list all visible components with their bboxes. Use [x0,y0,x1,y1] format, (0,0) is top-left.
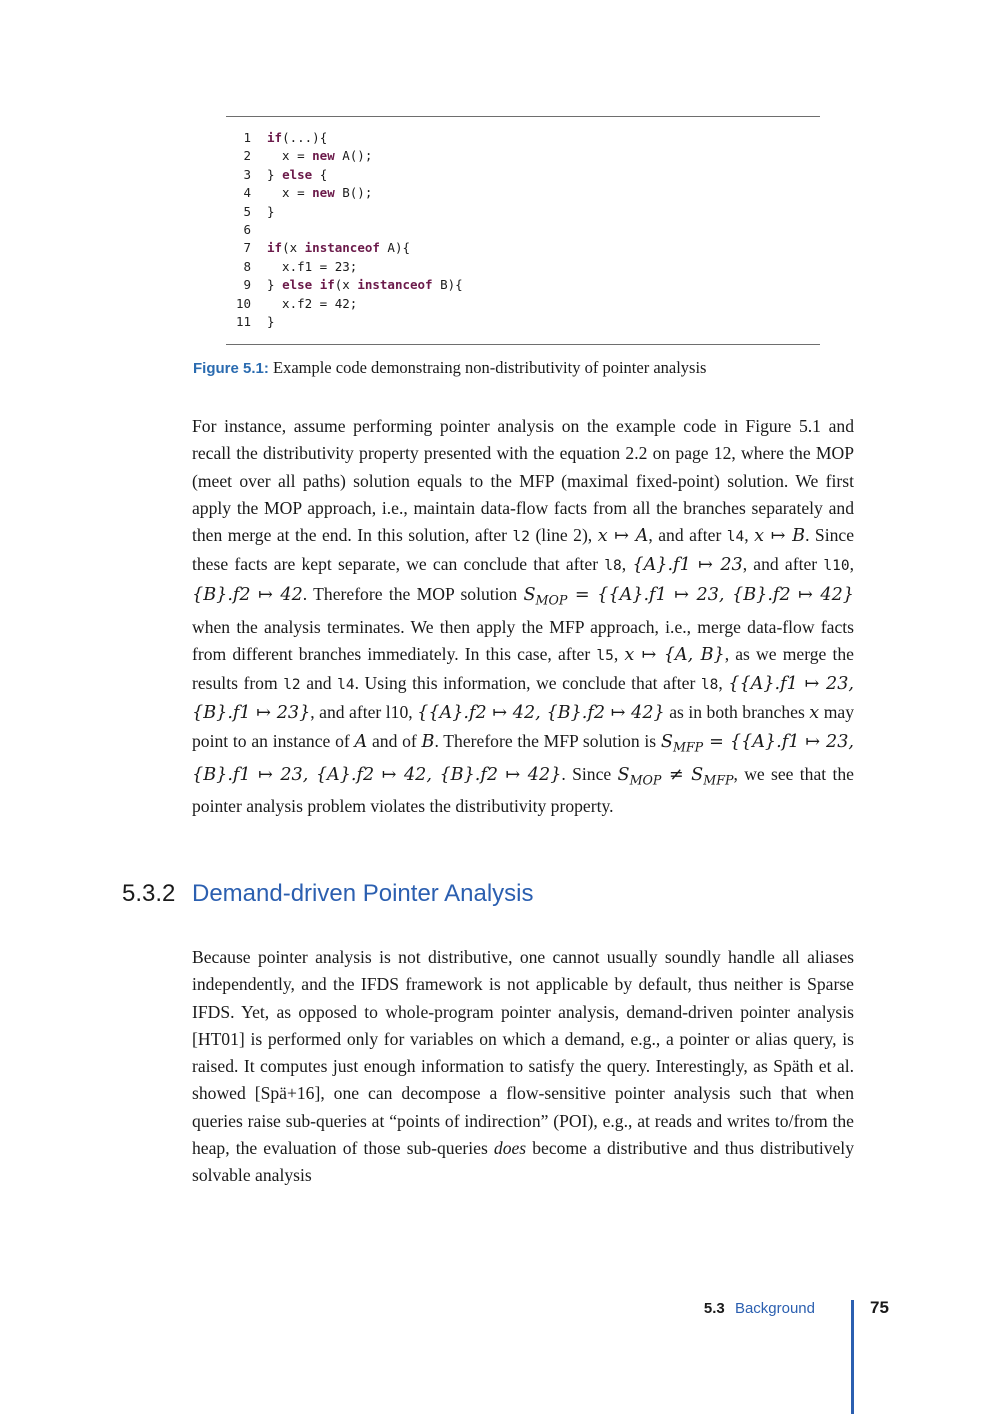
paragraph-demand-driven [192,944,854,1190]
text-run: may point to an instance of [192,702,855,751]
code-token: (...){ [282,130,328,145]
text-run: , as we merge the results from [192,643,854,694]
text-run: when the analysis terminates. We then apply the MFP approach, i.e., merge data-flow facts from different branches immediately. In this case, after [192,616,854,664]
code-keyword: instanceof [304,240,380,256]
code-token: A(); [334,148,373,164]
code-token: x = [267,185,313,201]
paragraph-mop-mfp [192,413,854,821]
running-footer [704,1300,815,1317]
inline-code: l2 [283,677,301,694]
inline-math: {B}.f2 ↦ 42 [192,584,303,605]
inline-math: $S_{MOP} \ne S_{MFP}$ [617,764,734,788]
line-number: 10 [235,295,251,311]
inline-math: x [809,703,820,724]
code-keyword: else if [282,277,335,293]
code-token: } [267,203,275,219]
code-line [226,166,463,184]
line-number: 3 [243,166,251,182]
code-token: x.f1 = 23; [267,258,358,274]
code-line [226,295,463,313]
text-run: . Therefore the MFP solution is [434,730,661,751]
code-line [226,258,463,276]
code-line [226,129,463,147]
code-token: (x [334,277,358,293]
text-run: , [849,554,854,575]
inline-math: {{A}.f1 ↦ 23, {B}.f1 ↦ 23} [192,674,855,724]
code-token: (x [282,240,305,256]
paragraph-text [192,413,854,821]
inline-math: A [354,731,368,752]
inline-math: B [421,731,435,752]
inline-code: l8 [700,677,719,694]
text-run: , we see that the pointer analysis problem violates the distributivity property. [192,763,854,817]
line-number: 6 [243,221,251,237]
code-token: x = [267,148,313,164]
code-token: B){ [432,277,463,293]
text-run: as in both branches [664,702,810,723]
section-number: 5.3.2 [122,880,176,907]
code-token: } [267,166,283,182]
inline-math: $S_{MOP} = \{\{A\}.f1$ ↦ 23, {B}.f2 ↦ 42} [523,584,854,608]
figure-caption-text: Example code demonstraing non-distributivity of pointer analysis [272,358,707,377]
inline-math: x ↦ A [597,526,649,547]
code-keyword: if [267,240,283,256]
page-number: 75 [870,1298,889,1317]
inline-code: l2 [512,529,530,546]
line-number: 5 [243,203,251,219]
text-run: . Since [561,763,618,784]
code-line [226,221,463,239]
line-number: 8 [243,258,251,274]
text-run: , and after [648,525,727,546]
inline-math: {{A}.f2 ↦ 42, {B}.f2 ↦ 42} [417,703,665,724]
text-run: , [613,643,625,664]
code-token: } [267,277,283,293]
text-run: , [621,554,633,575]
code-token: } [267,313,275,329]
code-token: x.f2 = 42; [267,295,358,311]
code-token: B(); [334,185,373,201]
text-run: (line 2), [529,525,598,546]
text-run: . Since these facts are kept separate, we can conclude that after [192,525,855,575]
text-run: , and after [742,554,824,575]
code-listing [226,116,820,345]
code-keyword: new [312,148,335,164]
code-keyword: instanceof [357,277,433,293]
line-number: 11 [235,313,251,329]
code-keyword: else [282,166,313,182]
code-line [226,147,463,165]
text-run: , [718,673,729,694]
code-token: { [312,166,328,182]
text-run: . Therefore the MOP solution [302,583,524,604]
code-lines [226,129,463,331]
code-keyword: new [312,185,335,201]
text-run: , [744,525,755,546]
inline-code: l4 [337,677,355,694]
figure-caption [193,358,706,378]
inline-code: l8 [604,558,622,575]
code-line [226,276,463,294]
code-line [226,313,463,331]
line-number: 7 [243,240,251,256]
figure-label: Figure 5.1: [193,360,269,377]
text-run: For instance, assume performing pointer analysis on the example code in Figure 5.1 and recall the distributivity property presented with the equation 2.2 on page 12, where the MOP (meet over all paths) solution equals to the MFP (maximal fixed-point) solution. We first apply the MOP approach, i.e., maintain data-flow facts from all the branches separately and then merge at the end. In this solution, after [192,416,854,546]
code-line [226,203,463,221]
footer-section-number: 5.3 [703,1300,725,1317]
code-line [226,239,463,257]
code-line [226,184,463,202]
text-run: , and after l10, [310,702,418,723]
footer-section-name: Background [734,1300,815,1317]
line-number: 9 [243,277,251,293]
line-number: 1 [243,130,251,145]
text-run: and of [367,730,422,751]
text-run: become a distributive and thus distributively solvable analysis [192,1138,854,1186]
footer-rule [851,1300,854,1414]
line-number: 4 [243,185,251,201]
code-token: A){ [379,240,411,256]
inline-code: l10 [823,558,850,575]
inline-math: {A}.f1 ↦ 23 [632,555,743,576]
text-run: Because pointer analysis is not distributive, one cannot usually soundly handle all aliases independently, and the IFDS framework is not applicable by default, thus neither is Sparse IFDS. Yet, as opposed to whole-program pointer analysis, demand-driven pointer analysis [HT01] is performed only for variables on which a demand, e.g., a pointer or alias query, is raised. It computes just enough information to satisfy the query. Interestingly, as Späth et al. showed [Spä+16], one can decompose a flow-sensitive pointer analysis such that when queries raise sub-queries at “points of indirection” (POI), e.g., at reads and writes to/from the heap, the evaluation of those sub-queries [192,947,854,1159]
paragraph-text [192,944,854,1190]
inline-math: x ↦ {A, B} [624,644,725,665]
text-run: and [300,673,338,694]
inline-code: l5 [596,647,614,664]
inline-math: x ↦ B [754,526,806,547]
emphasis: does [493,1138,527,1159]
inline-math: $S_{MFP} = \{\{A\}.f1$ ↦ 23, {B}.f1 ↦ 23, {A}.f2 ↦ 42, {B}.f2 ↦ 42} [192,731,855,785]
code-keyword: if [267,130,283,145]
section-title: Demand-driven Pointer Analysis [192,880,534,907]
inline-code: l4 [726,529,745,546]
text-run: . Using this information, we conclude that after [354,673,701,694]
line-number: 2 [243,148,251,164]
